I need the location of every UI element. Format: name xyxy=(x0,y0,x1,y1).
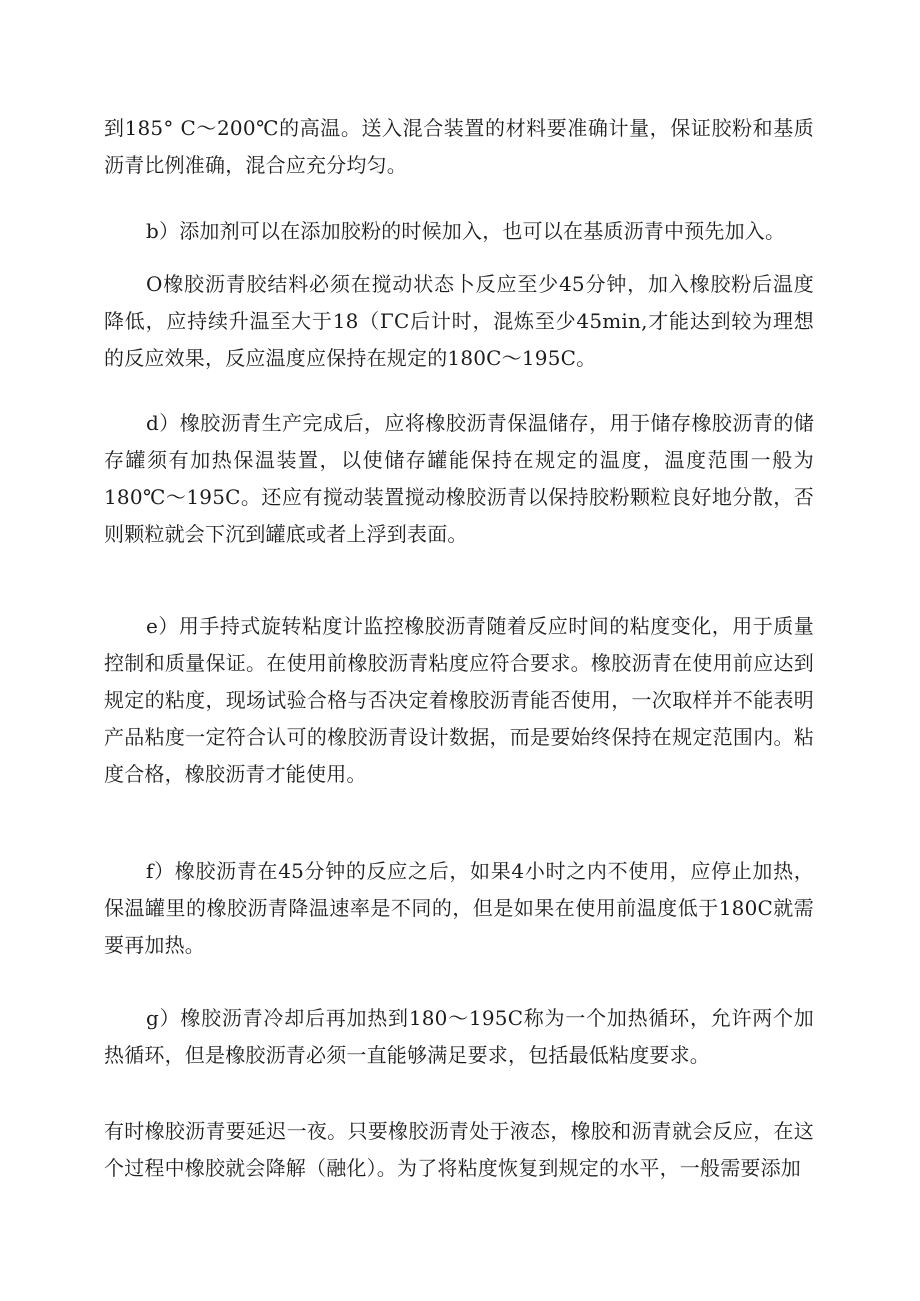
paragraph-g-heating-cycle: g）橡胶沥青冷却后再加热到180～195C称为一个加热循环，允许两个加热循环，但是橡胶沥青必须一直能够满足要求，包括最低粘度要求。 xyxy=(104,1006,814,1067)
paragraph-b-additive: b）添加剂可以在添加胶粉的时候加入，也可以在基质沥青中预先加入。 xyxy=(146,219,786,243)
paragraph-d-storage: d）橡胶沥青生产完成后，应将橡胶沥青保温储存，用于储存橡胶沥青的储存罐须有加热保温装置，以使储存罐能保持在规定的温度，温度范围一般为180℃～195C。还应有搅动装置搅动橡胶沥青以保持胶粉颗粒良好地分散，否则颗粒就会下沉到罐底或者上浮到表面。 xyxy=(104,411,814,546)
paragraph-mixing-temperature: 到185° C～200℃的高温。送入混合装置的材料要准确计量，保证胶粉和基质沥青比例准确，混合应充分均匀。 xyxy=(104,116,814,177)
paragraph-c-reaction: O橡胶沥青胶结料必须在搅动状态卜反应至少45分钟，加入橡胶粉后温度降低，应持续升温至大于18（ΓC后计时，混炼至少45min,才能达到较为理想的反应效果，反应温度应保持在规定的180C～195C。 xyxy=(104,272,814,370)
paragraph-f-heating: f）橡胶沥青在45分钟的反应之后，如果4小时之内不使用，应停止加热，保温罐里的橡胶沥青降温速率是不同的，但是如果在使用前温度低于180C就需要再加热。 xyxy=(104,859,814,957)
paragraph-overnight-delay: 有时橡胶沥青要延迟一夜。只要橡胶沥青处于液态，橡胶和沥青就会反应，在这个过程中橡胶就会降解（融化）。为了将粘度恢复到规定的水平，一般需要添加 xyxy=(104,1119,814,1180)
paragraph-e-viscosity: e）用手持式旋转粘度计监控橡胶沥青随着反应时间的粘度变化，用于质量控制和质量保证。在使用前橡胶沥青粘度应符合要求。橡胶沥青在使用前应达到规定的粘度，现场试验合格与否决定着橡胶沥青能否使用，一次取样并不能表明产品粘度一定符合认可的橡胶沥青设计数据，而是要始终保持在规定范围内。粘度合格，橡胶沥青才能使用。 xyxy=(104,614,814,786)
